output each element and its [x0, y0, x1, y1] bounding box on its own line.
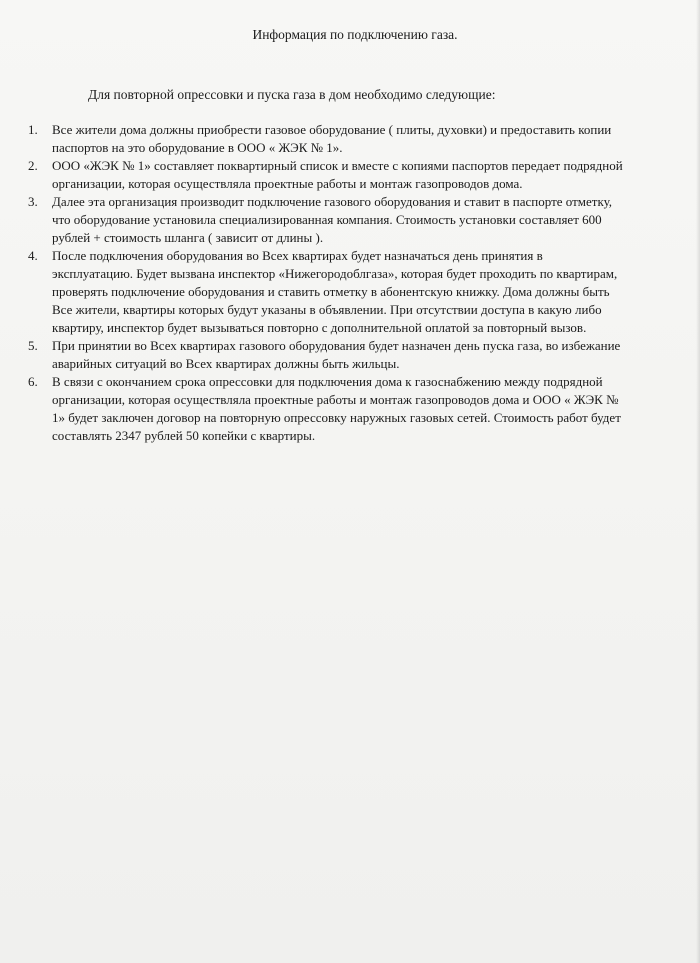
list-item: [26, 337, 626, 373]
item-number: 5.: [28, 338, 38, 353]
item-text: В связи с окончанием срока опрессовки для подключения дома к газоснабжению между подрядной организации, которая осуществляла проектные работы и монтаж газопроводов дома и ООО « ЖЭК № 1» будет заключен договор на повторную опрессовку наружных газовых сетей. Стоимость работ будет составлять 2347 рублей 50 копейки с квартиры.: [52, 374, 621, 443]
list-item: [26, 247, 626, 337]
item-text: После подключения оборудования во Всех квартирах будет назначаться день принятия в эксплуатацию. Будет вызвана инспектор «Нижегородоблгаза», которая будет проходить по квартирам, проверять подключение оборудования и ставить отметку в абонентскую книжку. Дома должны быть Все жители, квартиры которых будут указаны в объявлении. При отсутствии доступа в какую либо квартиру, инспектор будет вызываться повторно с дополнительной оплатой за повторный вызов.: [52, 248, 618, 335]
list-item: [26, 121, 626, 157]
item-text: Все жители дома должны приобрести газовое оборудование ( плиты, духовки) и предоставить копии паспортов на это оборудование в ООО « ЖЭК № 1».: [52, 122, 612, 155]
item-number: 3.: [28, 194, 38, 209]
list-item: [26, 157, 626, 193]
page-edge-shadow: [696, 0, 700, 963]
document-title: Информация по подключению газа.: [252, 27, 458, 42]
item-text: При принятии во Всех квартирах газового оборудования будет назначен день пуска газа, во избежание аварийных ситуаций во Всех квартирах должны быть жильцы.: [52, 338, 621, 371]
item-text: ООО «ЖЭК № 1» составляет поквартирный список и вместе с копиями паспортов передает подрядной организации, которая осуществляла проектные работы и монтаж газопроводов дома.: [52, 158, 623, 191]
list-item: [26, 193, 626, 247]
item-text: Далее эта организация производит подключение газового оборудования и ставит в паспорте отметку, что оборудование установила специализированная компания. Стоимость установки составляет 600 рублей + стоимость шланга ( зависит от длины ).: [52, 194, 613, 245]
requirements-list: [26, 121, 626, 445]
intro-paragraph: Для повторной опрессовки и пуска газа в дом необходимо следующие:: [88, 87, 496, 102]
item-number: 4.: [28, 248, 38, 263]
list-item: [26, 373, 626, 445]
item-number: 1.: [28, 122, 38, 137]
item-number: 6.: [28, 374, 38, 389]
item-number: 2.: [28, 158, 38, 173]
